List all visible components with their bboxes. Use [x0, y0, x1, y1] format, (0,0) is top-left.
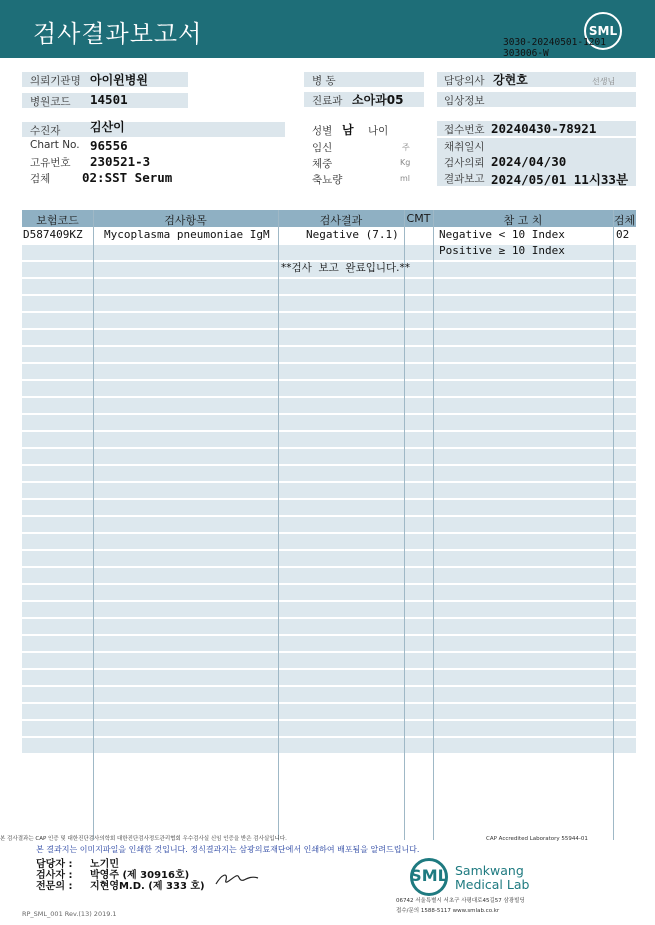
- pregnancy-unit: 주: [402, 143, 410, 152]
- table-stripe-row: [22, 449, 636, 464]
- clinical-info-label: 임상정보: [444, 95, 485, 107]
- sex-label: 성별: [312, 125, 333, 137]
- sml-brand-logo-text: SML: [410, 866, 448, 885]
- brand-name: [455, 864, 529, 892]
- table-stripe-row: [22, 466, 636, 481]
- ward-label: 병 동: [312, 75, 336, 87]
- column-divider: [613, 210, 614, 840]
- table-stripe-row: [22, 568, 636, 583]
- lab-phone: 접수/문의 1588-5117 www.smlab.co.kr: [396, 908, 500, 914]
- report-id: [503, 37, 606, 59]
- row-test-item: Mycoplasma pneumoniae IgM: [104, 228, 270, 241]
- doctor-suffix: 선생님: [592, 77, 616, 86]
- table-stripe-row: [22, 653, 636, 668]
- column-divider: [404, 210, 405, 840]
- table-stripe-row: [22, 330, 636, 345]
- table-stripe-row: [22, 483, 636, 498]
- row-insurance-code: D587409KZ: [23, 228, 83, 241]
- staff-label: 담당자 :: [36, 859, 73, 870]
- staff-value: 노기민: [90, 859, 119, 870]
- doctor-value: 강현호: [493, 73, 528, 87]
- hospital-code-value: 14501: [90, 92, 128, 107]
- lab-address: 06742 서울특별시 서초구 사평대로45길57 삼광빌딩: [396, 898, 525, 904]
- sex-value: 남: [342, 123, 354, 137]
- chart-no-label: Chart No.: [30, 139, 80, 151]
- report-id-line2: 303006-W: [503, 48, 549, 59]
- header-reference: 참 고 치: [503, 214, 543, 227]
- image-notice: 본 결과지는 이미지파일을 인쇄한 것입니다. 정식결과지는 삼광의료재단에서 인쇄하여 배포됨을 알려드립니다.: [36, 845, 420, 854]
- examiner-value: 박영주 (제 30916호): [90, 870, 190, 881]
- department-value: 소아과05: [352, 93, 404, 107]
- unique-no-label: 고유번호: [30, 157, 71, 169]
- report-id-line1: 3030-20240501-1201: [503, 37, 606, 48]
- brand-line1: Samkwang: [455, 863, 524, 878]
- table-stripe-row: [22, 398, 636, 413]
- header-test-result: 검사결과: [319, 214, 363, 227]
- specialist-value: 지현영M.D. (제 333 호): [90, 881, 205, 892]
- brand-line2: Medical Lab: [455, 877, 530, 892]
- request-date-value: 2024/04/30: [491, 154, 567, 169]
- table-stripe-row: [22, 687, 636, 702]
- column-divider: [278, 210, 279, 840]
- age-label: 나이: [368, 125, 389, 137]
- specimen-label: 검체: [30, 173, 51, 185]
- unique-no-value: 230521-3: [90, 154, 151, 169]
- patient-bar: [22, 122, 285, 137]
- table-stripe-row: [22, 381, 636, 396]
- table-stripe-row: [22, 364, 636, 379]
- signature-image: [214, 868, 260, 888]
- column-divider: [433, 210, 434, 840]
- department-label: 진료과: [312, 95, 343, 107]
- table-stripe-row: [22, 704, 636, 719]
- report-date-label: 결과보고: [444, 173, 485, 185]
- report-date-value: 2024/05/01 11시33분: [491, 172, 629, 187]
- header-test-item: 검사항목: [164, 214, 207, 227]
- table-stripe-row: [22, 670, 636, 685]
- table-stripe-row: [22, 585, 636, 600]
- report-complete-note: **검사 보고 완료입니다.**: [281, 262, 410, 274]
- table-stripe-row: [22, 551, 636, 566]
- table-stripe-row: [22, 347, 636, 362]
- patient-value: 김산이: [90, 120, 125, 134]
- urine-label: 축뇨량: [312, 174, 343, 186]
- accreditation-notice: 본 검사결과는 CAP 인증 및 대한진단검사의학회 대한진단검사정도관리협회 우수검사실 신임 인증을 받은 검사실입니다.: [0, 836, 287, 842]
- table-stripe-row: [22, 721, 636, 736]
- institution-label: 의뢰기관명: [30, 75, 81, 87]
- table-stripe-row: [22, 500, 636, 515]
- specimen-value: 02:SST Serum: [82, 170, 173, 185]
- urine-unit: ml: [400, 174, 411, 183]
- receipt-no-value: 20240430-78921: [491, 121, 597, 136]
- weight-label: 체중: [312, 158, 333, 170]
- table-stripe-row: [22, 636, 636, 651]
- table-stripe-row: [22, 534, 636, 549]
- table-stripe-row: [22, 619, 636, 634]
- sml-brand-logo: [406, 858, 452, 896]
- row-reference-positive: Positive ≥ 10 Index: [439, 244, 565, 257]
- table-stripe-row: [22, 517, 636, 532]
- row-test-result: Negative (7.1): [306, 228, 399, 241]
- column-divider: [93, 210, 94, 840]
- header-specimen: 검체: [613, 214, 636, 227]
- row-reference-negative: Negative < 10 Index: [439, 228, 565, 241]
- cap-text: CAP Accredited Laboratory 55944-01: [486, 836, 588, 842]
- receipt-no-label: 접수번호: [444, 124, 485, 136]
- request-date-label: 검사의뢰: [444, 157, 485, 169]
- collection-time-label: 채취일시: [444, 141, 485, 153]
- report-title: 검사결과보고서: [33, 20, 203, 48]
- header-cmt: CMT: [406, 212, 431, 225]
- chart-no-value: 96556: [90, 138, 128, 153]
- table-stripe-row: [22, 313, 636, 328]
- specialist-label: 전문의 :: [36, 881, 73, 892]
- table-stripe-row: [22, 279, 636, 294]
- table-stripe-row: [22, 738, 636, 753]
- institution-value: 아이윈병원: [90, 73, 148, 87]
- form-code: RP_SML_001 Rev.(13) 2019.1: [22, 910, 117, 918]
- doctor-label: 담당의사: [444, 75, 485, 87]
- weight-unit: Kg: [400, 158, 411, 167]
- patient-label: 수진자: [30, 125, 61, 137]
- hospital-code-label: 병원코드: [30, 96, 71, 108]
- table-stripe-row: [22, 296, 636, 311]
- table-stripe-row: [22, 602, 636, 617]
- examiner-label: 검사자 :: [36, 870, 73, 881]
- pregnancy-label: 임신: [312, 142, 333, 154]
- sml-logo-text: SML: [588, 24, 618, 38]
- row-specimen: 02: [616, 228, 630, 241]
- table-stripe-row: [22, 432, 636, 447]
- table-stripe-row: [22, 415, 636, 430]
- header-insurance-code: 보험코드: [36, 214, 79, 227]
